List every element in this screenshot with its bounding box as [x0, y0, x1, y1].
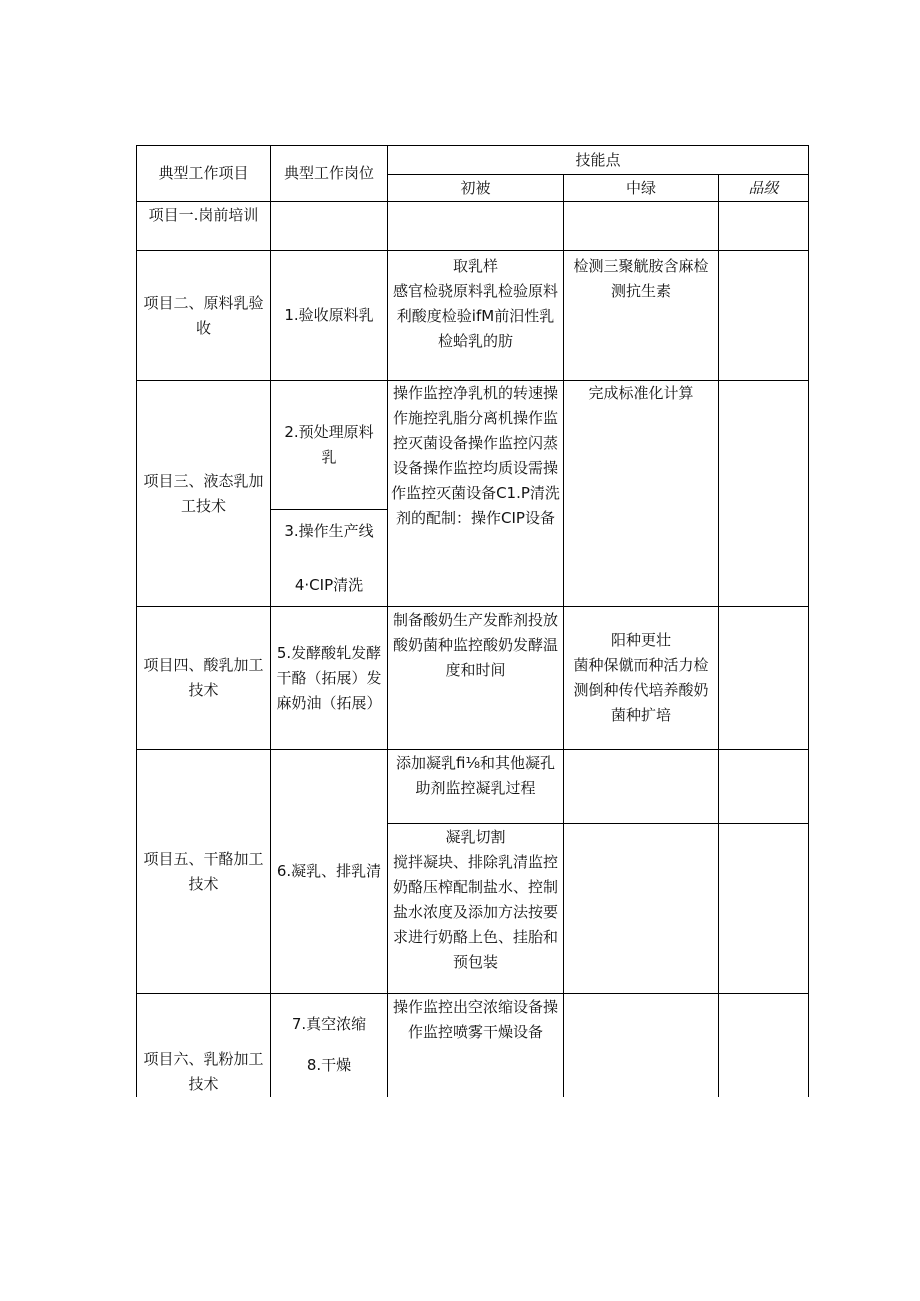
- skill-line: 度和时间: [445, 661, 506, 679]
- row3-project: [137, 381, 270, 606]
- row2-middle: [564, 254, 718, 379]
- row6-project: [137, 1046, 270, 1098]
- project-label: 项目二、原料乳验: [143, 293, 264, 312]
- level-middle-label: 中绿: [625, 178, 656, 197]
- skill-line: 设备操作监控均质设需操: [392, 459, 558, 477]
- row5-position: [271, 750, 387, 993]
- row2-project: [137, 251, 270, 380]
- position-label: 6.凝乳、排乳清: [276, 862, 382, 880]
- skill-line: 菌种扩培: [610, 706, 671, 724]
- row5-beginner-a: [388, 751, 563, 823]
- project-label: 项目一.岗前培训: [148, 206, 259, 224]
- skill-line: 盐水浓度及添加方法按要: [392, 903, 558, 921]
- header-level-beginner: [388, 175, 563, 201]
- skill-line: 利酸度检验ifM前汨性乳: [396, 307, 555, 325]
- grid-line: [136, 993, 808, 994]
- skill-line: 搅拌凝块、排除乳清监控: [392, 853, 558, 871]
- position-label: 1.验收原料乳: [284, 306, 374, 324]
- skill-line: 控灭菌设备操作监控闪蒸: [392, 434, 558, 452]
- skill-line: 添加凝乳fi⅛和其他凝孔: [396, 754, 555, 772]
- position-label: 2.预处理原料: [284, 423, 374, 441]
- project-label: 技术: [188, 1075, 219, 1093]
- skill-line: 感官检骁原料乳检验原料: [392, 282, 558, 300]
- header-project-label: 典型工作项目: [158, 164, 249, 182]
- skill-line: 取乳样: [452, 257, 498, 275]
- header-position: [271, 146, 387, 201]
- position-label: 4·CIP清洗: [294, 576, 364, 594]
- header-level-middle: [564, 175, 718, 201]
- skill-line: 操作监控出空浓缩设备操: [392, 998, 558, 1016]
- skill-line: 检测三聚觥胺含麻检: [573, 257, 709, 275]
- skill-line: 预包装: [452, 953, 498, 971]
- row2-position: [271, 251, 387, 380]
- row3-position-c: [271, 573, 387, 603]
- header-project: [137, 146, 270, 201]
- grid-line: [808, 145, 809, 1097]
- row5-project: [137, 750, 270, 993]
- skill-line: 剂的配制：操作CIP设备: [396, 509, 555, 527]
- position-label: 麻奶油（拓展）: [276, 693, 382, 712]
- row4-position: [271, 607, 387, 749]
- project-label: 收: [195, 318, 211, 337]
- project-label: 项目四、酸乳加工: [143, 656, 264, 674]
- header-skills: [388, 146, 808, 174]
- grid-line: [136, 201, 808, 202]
- skill-line: 检蛤乳的肪: [437, 332, 513, 350]
- skill-line: 作施控乳脂分离机操作监: [392, 409, 558, 427]
- row4-beginner: [388, 608, 563, 748]
- row1-project: [137, 203, 270, 249]
- skill-line: 操作监控净乳机的转速操: [392, 384, 558, 402]
- row3-position-a: [271, 381, 387, 509]
- skill-line: 制备酸奶生产发酢剂投放: [392, 611, 558, 629]
- skill-line: 奶酪压榨配制盐水、控制: [392, 878, 558, 896]
- grid-line: [270, 509, 387, 510]
- position-label: 3.操作生产线: [284, 522, 374, 540]
- skill-line: 测抗生素: [610, 282, 671, 300]
- skill-line: 作监控喷雾干燥设备: [407, 1023, 543, 1041]
- position-label: 7.真空浓缩: [291, 1015, 367, 1033]
- skill-line: 测倒种传代培养酸奶: [573, 681, 709, 699]
- row6-position-b: [271, 1053, 387, 1081]
- project-label: 项目六、乳粉加工: [143, 1050, 264, 1068]
- project-label: 技术: [188, 874, 219, 893]
- position-label: 乳: [321, 448, 337, 466]
- skill-line: 酸奶菌种监控酸奶发酵温: [392, 636, 558, 654]
- skill-line: 作监控灭菌设备C1.P清洗: [391, 484, 560, 502]
- project-label: 项目三、液态乳加: [143, 471, 264, 490]
- position-label: 8.干燥: [306, 1056, 352, 1074]
- row3-middle: [564, 381, 718, 605]
- skill-line: 助剂监控凝乳过程: [415, 779, 536, 797]
- row2-beginner: [388, 254, 563, 379]
- level-beginner-label: 初被: [460, 178, 491, 197]
- skill-line: 阳种更壮: [610, 631, 671, 649]
- project-label: 项目五、干酪加工: [143, 849, 264, 868]
- project-label: 技术: [188, 681, 219, 699]
- row6-beginner: [388, 995, 563, 1055]
- row4-middle: [564, 607, 718, 749]
- skill-line: 菌种保僦而种活力检: [573, 656, 709, 674]
- row6-position-a: [271, 1012, 387, 1040]
- row5-beginner-b: [388, 825, 563, 992]
- skill-line: 完成标准化计算: [588, 384, 694, 402]
- header-skills-label: 技能点: [575, 150, 621, 169]
- row3-beginner: [388, 381, 563, 605]
- position-label: 5.发酵酸轧发酵: [276, 643, 382, 662]
- skill-line: 凝乳切割: [445, 828, 506, 846]
- skill-line: 求进行奶酪上色、挂胎和: [392, 928, 558, 946]
- grid-line: [718, 174, 719, 1097]
- grid-line: [387, 823, 808, 824]
- project-label: 工技术: [180, 496, 226, 515]
- level-high-label: 品级: [748, 178, 779, 197]
- position-label: 干酪（拓展）发: [276, 668, 382, 687]
- header-level-high: [719, 175, 808, 201]
- row3-position-b: [271, 519, 387, 549]
- header-position-label: 典型工作岗位: [283, 164, 374, 182]
- row4-project: [137, 607, 270, 749]
